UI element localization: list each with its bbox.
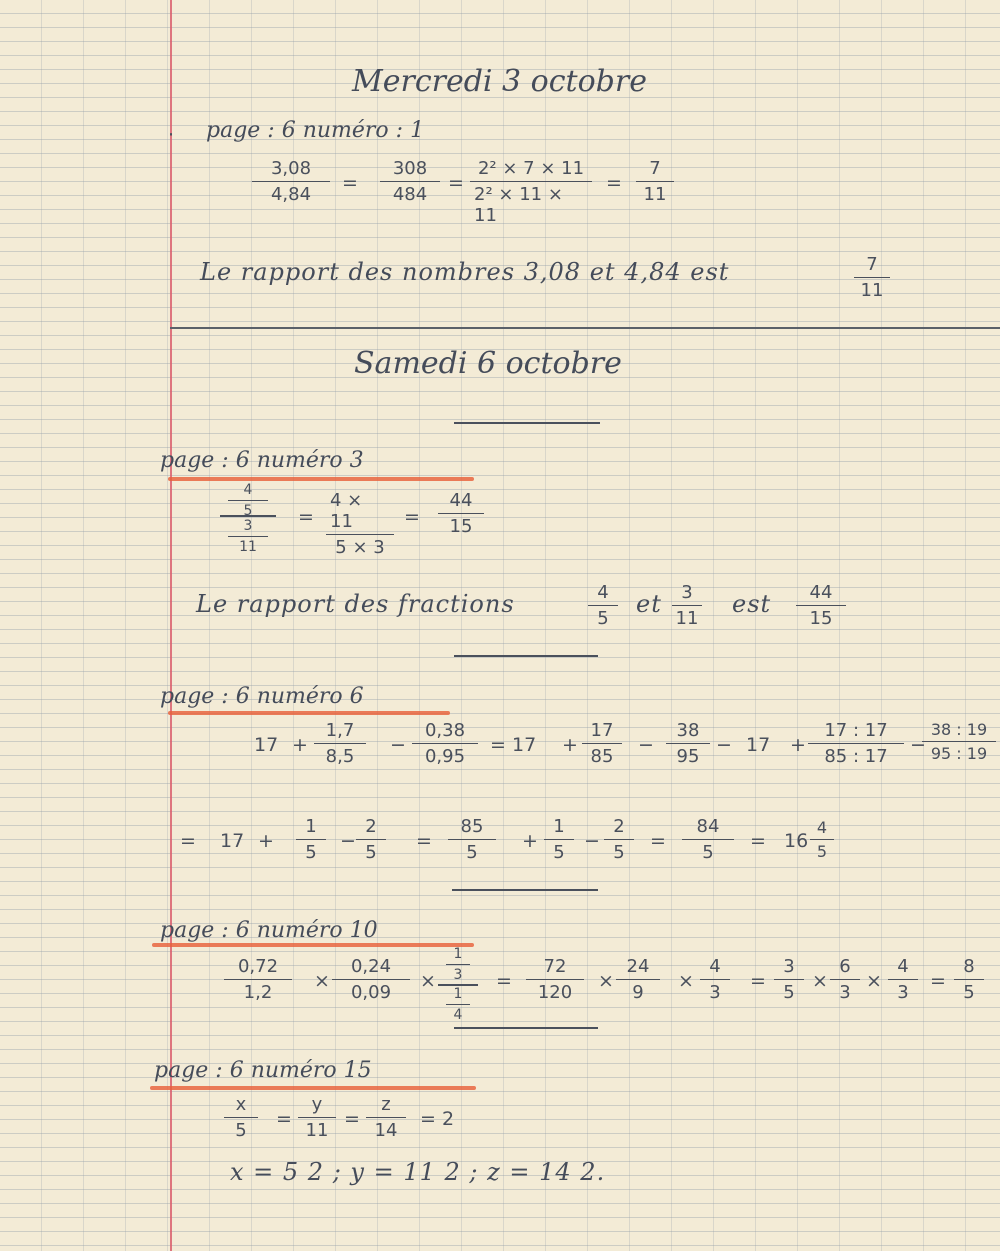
minus-sign: − [340, 830, 356, 852]
times-sign: × [678, 970, 694, 992]
fraction: 44 15 [796, 582, 846, 629]
fraction: 72 120 [526, 956, 584, 1003]
section-divider [170, 327, 1000, 329]
solution-line: x = 5 2 ; y = 11 2 ; z = 14 2. [230, 1158, 606, 1186]
times-sign: × [866, 970, 882, 992]
fraction: 17 : 17 85 : 17 [808, 720, 904, 767]
fraction: 308 484 [380, 158, 440, 205]
fraction: 4 3 [888, 956, 918, 1003]
equals-sign: = [448, 172, 464, 194]
equals-sign: = [276, 1108, 292, 1130]
times-sign: × [420, 970, 436, 992]
exercise-heading: page : 6 numéro 6 [160, 684, 364, 709]
fraction: 38 95 [666, 720, 710, 767]
exercise-heading: page : 6 numéro 10 [160, 918, 378, 943]
equals-sign: = [750, 970, 766, 992]
fraction: 3 5 [774, 956, 804, 1003]
separator-line [454, 655, 598, 657]
crayon-underline [168, 711, 450, 715]
date-heading: Mercredi 3 octobre [352, 64, 647, 99]
plus-sign: + [292, 734, 308, 756]
fraction: 0,72 1,2 [224, 956, 292, 1003]
fraction: 4 5 [588, 582, 618, 629]
term: 17 [220, 830, 245, 852]
fraction: 85 5 [448, 816, 496, 863]
fraction: y 11 [298, 1094, 336, 1141]
exercise-heading: page : 6 numéro : 1 [206, 118, 425, 143]
word-est: est [732, 590, 772, 618]
plus-sign: + [562, 734, 578, 756]
fraction: 7 11 [636, 158, 674, 205]
fraction: 17 85 [582, 720, 622, 767]
equals-sign: = [404, 506, 420, 528]
times-sign: × [314, 970, 330, 992]
equals-sign: = [342, 172, 358, 194]
conclusion-sentence: Le rapport des fractions [196, 590, 515, 618]
fraction: z 14 [366, 1094, 406, 1141]
equals-sign: = [344, 1108, 360, 1130]
minus-sign: − [584, 830, 600, 852]
times-sign: × [812, 970, 828, 992]
fraction: x 5 [224, 1094, 258, 1141]
word-et: et [636, 590, 662, 618]
crayon-underline [152, 943, 474, 947]
bullet: · [168, 124, 175, 146]
fraction: 0,24 0,09 [332, 956, 410, 1003]
separator-line [452, 889, 598, 891]
term: 17 [512, 734, 537, 756]
fraction: 84 5 [682, 816, 734, 863]
equals-sign: = [750, 830, 766, 852]
fraction: 8 5 [954, 956, 984, 1003]
equals-sign: = [650, 830, 666, 852]
minus-sign: − [716, 734, 732, 756]
exercise-heading: page : 6 numéro 3 [160, 448, 364, 473]
fraction: 3 11 [672, 582, 702, 629]
complex-fraction: 4 5 3 11 [220, 482, 276, 552]
equals-sign: = [416, 830, 432, 852]
plus-sign: + [522, 830, 538, 852]
fraction: 2 5 [356, 816, 386, 863]
complex-fraction: 1 3 1 4 [438, 946, 478, 1022]
fraction: 1 5 [544, 816, 574, 863]
minus-sign: − [638, 734, 654, 756]
fraction: 0,38 0,95 [412, 720, 478, 767]
fraction: 1,7 8,5 [314, 720, 366, 767]
fraction: 4 5 [810, 818, 834, 861]
separator-line [454, 422, 600, 424]
equals-sign: = [930, 970, 946, 992]
fraction: 24 9 [616, 956, 660, 1003]
fraction: 7 11 [854, 254, 890, 301]
plus-sign: + [258, 830, 274, 852]
plus-sign: + [790, 734, 806, 756]
term: 17 [254, 734, 279, 756]
fraction: 4 × 11 5 × 3 [326, 490, 394, 558]
term: 17 [746, 734, 771, 756]
whole-number: 16 [784, 830, 809, 852]
fraction: 2² × 7 × 11 2² × 11 × 11 [470, 158, 592, 226]
fraction: 1 5 [296, 816, 326, 863]
fraction: 2 5 [604, 816, 634, 863]
crayon-underline [168, 477, 474, 481]
minus-sign: − [390, 734, 406, 756]
conclusion-sentence: Le rapport des nombres 3,08 et 4,84 est [200, 258, 730, 286]
fraction: 44 15 [438, 490, 484, 537]
equals-sign: = [496, 970, 512, 992]
times-sign: × [598, 970, 614, 992]
crayon-underline [150, 1086, 476, 1090]
equals-sign: = [606, 172, 622, 194]
fraction: 38 : 19 95 : 19 [922, 720, 996, 763]
ratio-value: = 2 [420, 1108, 455, 1130]
date-heading: Samedi 6 octobre [354, 346, 622, 381]
equals-sign: = [180, 830, 196, 852]
fraction: 6 3 [830, 956, 860, 1003]
minus-sign: − [910, 734, 926, 756]
equals-sign: = [490, 734, 506, 756]
fraction: 4 3 [700, 956, 730, 1003]
exercise-heading: page : 6 numéro 15 [154, 1058, 372, 1083]
fraction: 3,08 4,84 [252, 158, 330, 205]
equals-sign: = [298, 506, 314, 528]
separator-line [454, 1027, 598, 1029]
